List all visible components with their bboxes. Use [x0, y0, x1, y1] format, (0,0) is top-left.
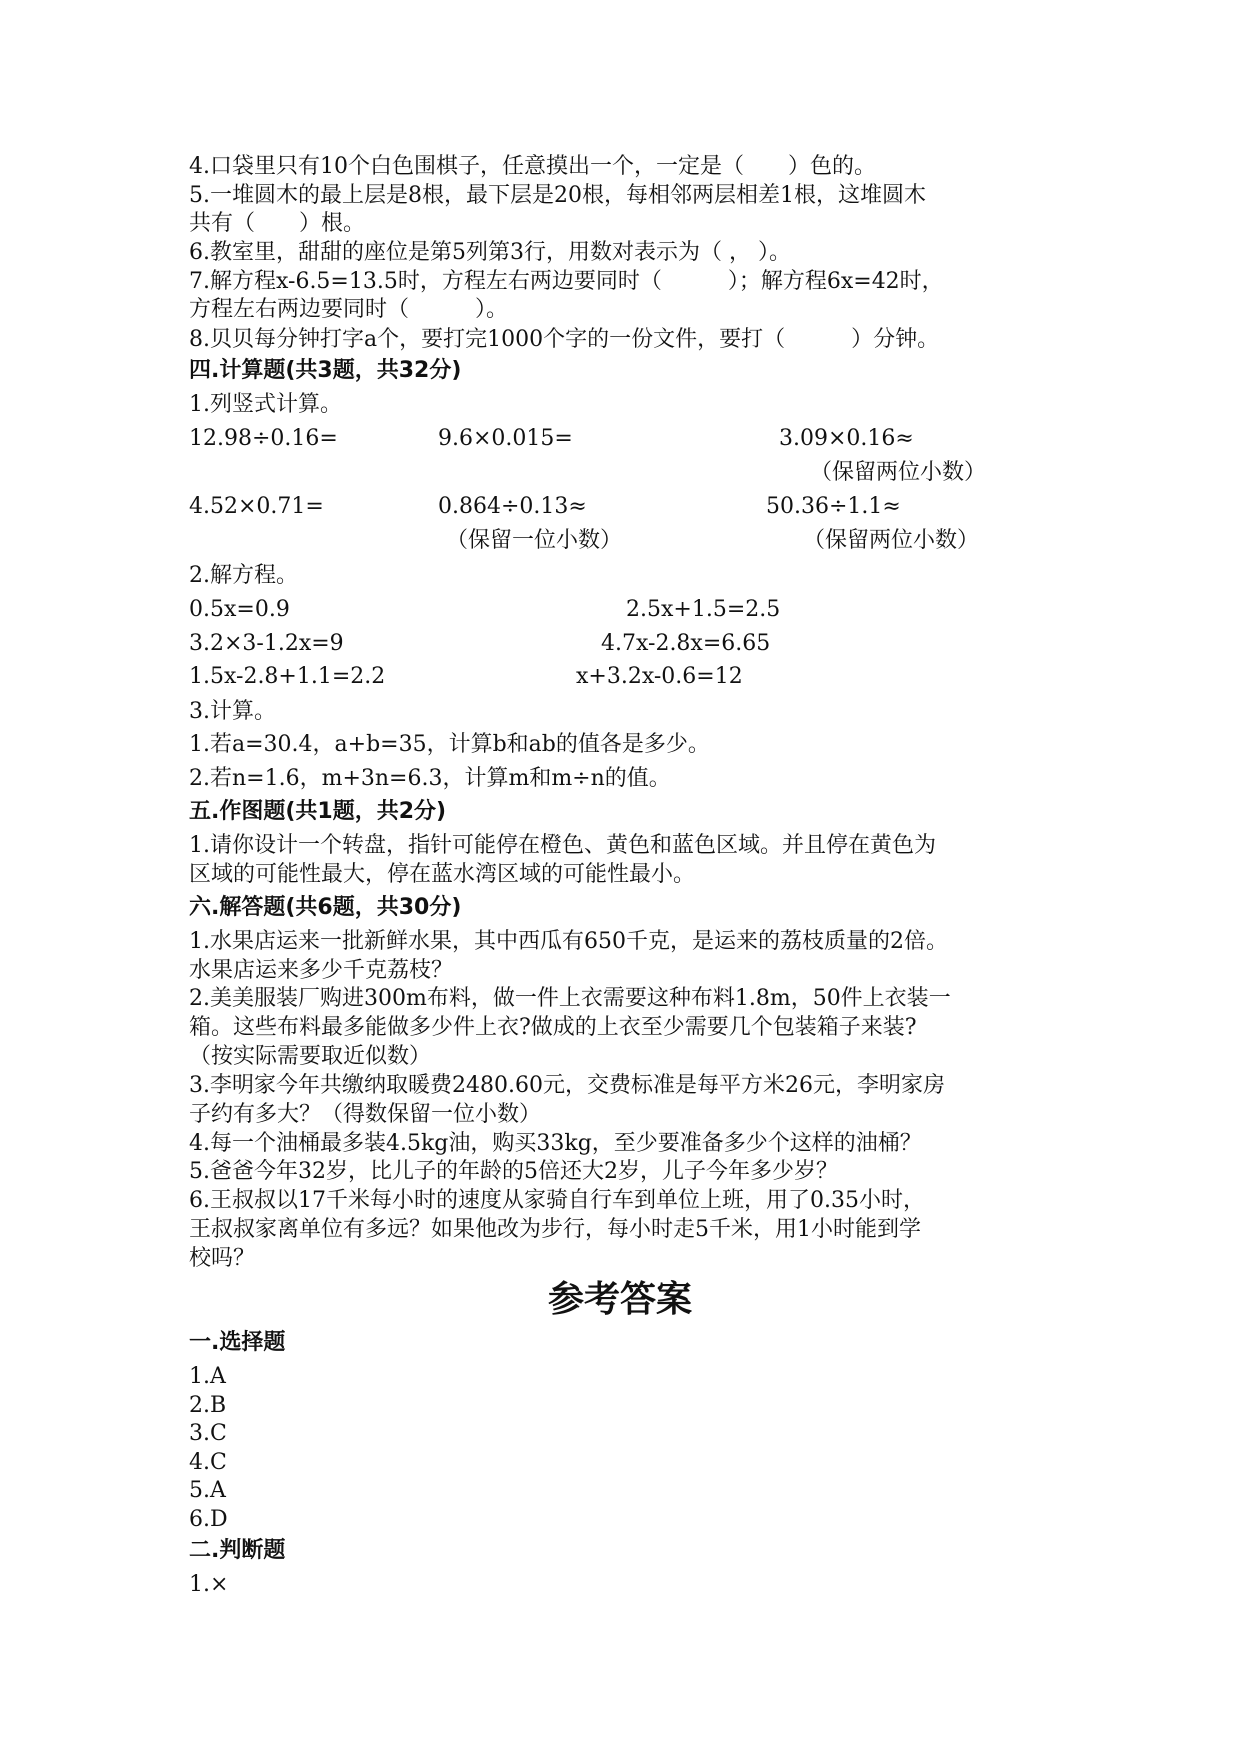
calc-r1-c1: 12.98÷0.16= — [189, 426, 338, 451]
fill-q5-line1: 5.一堆圆木的最上层是8根，最下层是20根，每相邻两层相差1根，这堆圆木 — [189, 183, 926, 208]
calc-r2-note2: （保留两位小数） — [803, 528, 980, 553]
calc-r2-note1: （保留一位小数） — [446, 528, 623, 553]
eq-r2-c1: 3.2×3-1.2x=9 — [189, 631, 344, 656]
answer-q5: 5.爸爸今年32岁，比儿子的年龄的5倍还大2岁，儿子今年多少岁？ — [189, 1159, 838, 1184]
draw-q1-line1: 1.请你设计一个转盘，指针可能停在橙色、黄色和蓝色区域。并且停在黄色为 — [189, 833, 936, 858]
ref-heading-judge: 二.判断题 — [189, 1538, 286, 1563]
answer-q2-line2: 箱。这些布料最多能做多少件上衣?做成的上衣至少需要几个包装箱子来装? — [189, 1015, 917, 1040]
ref-judge-answer: 1.× — [189, 1572, 229, 1597]
calc-r1-note: （保留两位小数） — [810, 460, 987, 485]
fill-q8: 8.贝贝每分钟打字a个，要打完1000个字的一份文件，要打（ ）分钟。 — [189, 327, 940, 352]
calc-r1-c3: 3.09×0.16≈ — [779, 426, 914, 451]
ref-heading-choice: 一.选择题 — [189, 1330, 286, 1355]
eq-r3-c1: 1.5x-2.8+1.1=2.2 — [189, 664, 386, 689]
answer-q1-line2: 水果店运来多少千克荔枝？ — [189, 958, 454, 983]
section-heading-calc: 四.计算题(共3题，共32分) — [189, 358, 462, 383]
ref-choice-answer: 5.A — [189, 1478, 226, 1503]
ref-choice-answer: 4.C — [189, 1450, 227, 1475]
eq-r2-c2: 4.7x-2.8x=6.65 — [601, 631, 771, 656]
calc-r2-c3: 50.36÷1.1≈ — [766, 494, 901, 519]
calc-q1-title: 1.列竖式计算。 — [189, 392, 342, 417]
answer-q1-line1: 1.水果店运来一批新鲜水果，其中西瓜有650千克，是运来的荔枝质量的2倍。 — [189, 929, 948, 954]
fill-q7-line2: 方程左右两边要同时（ ）。 — [189, 297, 509, 322]
eq-r3-c2: x+3.2x-0.6=12 — [576, 664, 743, 689]
draw-q1-line2: 区域的可能性最大，停在蓝水湾区域的可能性最小。 — [189, 862, 696, 887]
calc-q3-title: 3.计算。 — [189, 699, 276, 724]
calc-r1-c2: 9.6×0.015= — [438, 426, 573, 451]
ref-choice-answer: 6.D — [189, 1507, 228, 1532]
section-heading-answer: 六.解答题(共6题，共30分) — [189, 895, 462, 920]
fill-q7-line1: 7.解方程x-6.5=13.5时，方程左右两边要同时（ ）；解方程6x=42时， — [189, 269, 944, 294]
answer-q6-line2: 王叔叔家离单位有多远？如果他改为步行，每小时走5千米，用1小时能到学 — [189, 1217, 921, 1242]
section-heading-draw: 五.作图题(共1题，共2分) — [189, 799, 447, 824]
ref-choice-answer: 2.B — [189, 1393, 227, 1418]
calc-q2-title: 2.解方程。 — [189, 563, 298, 588]
answer-q6-line1: 6.王叔叔以17千米每小时的速度从家骑自行车到单位上班，用了0.35小时， — [189, 1188, 925, 1213]
answer-q2-line3: （按实际需要取近似数） — [189, 1044, 432, 1069]
answer-q3-line1: 3.李明家今年共缴纳取暖费2480.60元，交费标准是每平方米26元，李明家房 — [189, 1073, 945, 1098]
reference-answers-title: 参考答案 — [547, 1279, 692, 1320]
answer-q3-line2: 子约有多大？（得数保留一位小数） — [189, 1102, 542, 1127]
fill-q4: 4.口袋里只有10个白色围棋子，任意摸出一个，一定是（ ）色的。 — [189, 154, 876, 179]
ref-choice-answer: 3.C — [189, 1421, 227, 1446]
calc-r2-c2: 0.864÷0.13≈ — [438, 494, 587, 519]
answer-q4: 4.每一个油桶最多装4.5kg油，购买33kg，至少要准备多少个这样的油桶？ — [189, 1131, 922, 1156]
answer-q6-line3: 校吗？ — [189, 1246, 256, 1271]
ref-choice-answer: 1.A — [189, 1364, 226, 1389]
eq-r1-c2: 2.5x+1.5=2.5 — [626, 597, 781, 622]
calc-q3-1: 1.若a=30.4，a+b=35，计算b和ab的值各是多少。 — [189, 732, 710, 757]
fill-q5-line2: 共有（ ）根。 — [189, 211, 366, 236]
answer-q2-line1: 2.美美服装厂购进300m布料，做一件上衣需要这种布料1.8m，50件上衣装一 — [189, 986, 951, 1011]
eq-r1-c1: 0.5x=0.9 — [189, 597, 290, 622]
fill-q6: 6.教室里，甜甜的座位是第5列第3行，用数对表示为（ ， ）。 — [189, 240, 791, 265]
calc-r2-c1: 4.52×0.71= — [189, 494, 324, 519]
calc-q3-2: 2.若n=1.6，m+3n=6.3，计算m和m÷n的值。 — [189, 766, 671, 791]
